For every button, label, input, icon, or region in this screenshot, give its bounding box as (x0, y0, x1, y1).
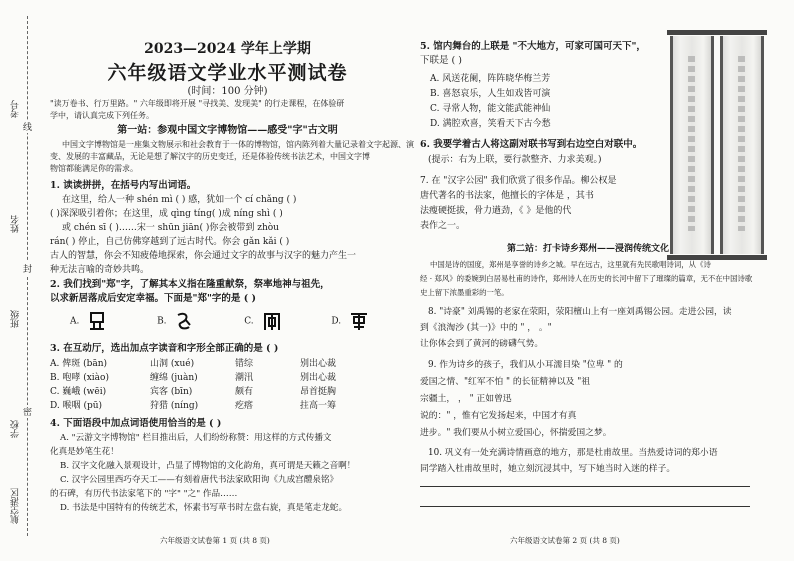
q1-line-3[interactable]: 或 chén sī ( )……宋一 shūn jiān( )你会被带到 zhòu (62, 223, 279, 233)
binding-margin (0, 0, 36, 561)
q9-blank-3[interactable]: 宗疆土， ， " 正如曾迅 (420, 394, 512, 404)
exam-title: 六年级语文学业水平测试卷 (107, 62, 348, 84)
label-banji: 班级 (11, 310, 21, 328)
question-4: 4. 下面语段中加点词语使用恰当的是 ( ) (50, 418, 222, 429)
q2-option-a[interactable]: A. (70, 310, 108, 332)
q7-blank-font[interactable]: 唐代著名的书法家，他擅长的字体是 ，其书 (420, 191, 594, 201)
footer-page-2: 六年级语文试卷第 2 页 (共 8 页) (510, 536, 620, 545)
binding-line (27, 16, 28, 536)
q10-answer-line-1[interactable] (420, 486, 750, 487)
mark-xian: 线 (23, 120, 32, 133)
question-8: 8. "诗豪" 刘禹锡的老家在荥阳，荥阳檀山上有一座刘禹锡公园。走进公园，读 到《浪淘沙 (其一)》中的 " ， 。" 让你体会到了黄河的磅礴气势。 (420, 304, 756, 352)
q1-line-4[interactable]: rán( ) 停止，自己仿佛穿越到了远古时代。你会 gǎn kǎi ( ) (50, 237, 290, 247)
section-2-paragraph: 中国是诗的国度，郑州是享誉的诗乡之城。早在远古，这里就有先民歌唱诗词，从《诗 经 · 郑风》的委婉到白居易杜甫的诗作，郑州诗人在历史的长河中留下了璀璨的篇章，无不在中国诗歌 史上留下浓墨重彩的一笔。 (420, 260, 753, 297)
q3-option-b[interactable]: B. 咆哮 (xiào) 缠绵 (juàn) 潮汛 别出心裁 (50, 373, 337, 383)
exam-time: (时间：100 分钟) (187, 86, 268, 97)
q2-option-d[interactable]: D. (331, 310, 370, 332)
section-1-title: 第一站：参观中国文字博物馆——感受"字"古文明 (117, 125, 338, 136)
q3-option-d[interactable]: D. 喉咽 (pū) 狩猎 (níng) 疙瘩 拄高一筹 (50, 401, 337, 411)
question-9: 9. 作为诗乡的孩子，我们从小耳濡目染 "位卑 " 的 爱国之情、"红军不怕 " 的长征精神以及 "祖 宗疆土， ， " 正如曾迅 说的：" ，惟有它发扬起来，中国才有真 进步。" 我们要从小树立爱国心，怀揣爱国之梦。 (420, 357, 756, 442)
question-2-options (70, 310, 370, 332)
question-5: 5. 馆内舞台的上联是 "不大地方，可家可国可天下"， 下联是 ( ) (420, 41, 646, 66)
seal-glyph-a-icon (86, 310, 108, 332)
q4-option-b[interactable]: B. 汉字文化融入景观设计，凸显了博物馆的文化韵角，真可谓是天籁之音啊！ (60, 461, 356, 471)
q1-line-1[interactable]: 在这里，给人一种 shén mì ( ) 感，犹如一个 cí chǎng ( ) (62, 195, 297, 205)
question-6-hint: (提示：右为上联，要行款整齐、力求美观。) (428, 155, 602, 165)
section-1-paragraph: 中国文字博物馆是一座集文物展示和社会教育于一体的博物馆，馆内陈列着大量记录着文字起源、演 变、发展的丰富藏品，无论是想了解汉字的历史变迁，还是体验传统书法艺术，中国文字博 物馆都能满足你的需求。 (50, 140, 414, 173)
seal-glyph-c-icon (261, 310, 283, 332)
question-3-options (50, 357, 405, 413)
section-2-title: 第二站：打卡诗乡郑州——浸润传统文化 (506, 244, 669, 254)
q5-option-d[interactable]: D. 满腔欢喜，笑看天下古今愁 (430, 119, 551, 129)
q10-answer-line-2[interactable] (420, 506, 750, 507)
question-6: 6. 我要学着古人将这副对联书写到右边空白对联中。 (420, 139, 643, 150)
q4-option-a[interactable]: A. "云游文字博物馆" 栏目推出后，人们纷纷称赞：用这样的方式传播文 (60, 433, 332, 443)
mark-feng: 封 (23, 262, 32, 275)
q3-option-c[interactable]: C. 巍峨 (wēi) 宾客 (bīn) 颇有 昂首挺胸 (50, 387, 337, 397)
question-1: 1. 读读拼拼，在括号内写出词语。 (50, 180, 197, 191)
mark-mi: 密 (23, 405, 32, 418)
intro-text: "读万卷书、行万里路。" 六年级即将开展 "寻找美、发现美" 的行走课程，在体验研 学中，请认真完成下列任务。 (50, 99, 345, 120)
q9-blank-1[interactable]: 9. 作为诗乡的孩子，我们从小耳濡目染 "位卑 " 的 (428, 360, 623, 370)
q3-option-a[interactable]: A. 俾斑 (bān) 山洞 (xué) 错综 别出心裁 (50, 359, 337, 369)
question-1-body (50, 193, 405, 277)
q2-option-b[interactable]: B. (157, 310, 195, 332)
exam-year: 2023—2024 学年上学期 (144, 41, 311, 57)
q2-option-c[interactable]: C. (244, 310, 282, 332)
question-7: 7. 在 "汉字公园" 我们欣赏了很多作品。柳公权是 唐代著名的书法家，他擅长的字体是 ，其书 法瘦硬挺拔，骨力遒劲，《 》是他的代 表作之一。 (420, 174, 660, 234)
label-xuexiao: 学校 (11, 420, 21, 438)
couplet-scroll-left[interactable] (670, 36, 714, 254)
q5-option-b[interactable]: B. 喜怒哀乐，人生如戏皆可演 (430, 89, 551, 99)
q1-line-6: 种无法言喻的奇妙共鸣。 (50, 265, 150, 275)
q5-option-c[interactable]: C. 寻常人物，能文能武能神仙 (430, 104, 551, 114)
scroll-texture-left (688, 56, 695, 231)
question-3: 3. 在互动厅，选出加点字读音和字形全部正确的是 ( ) (50, 343, 279, 354)
q9-blank-2[interactable]: 爱国之情、"红军不怕 " 的长征精神以及 "祖 (420, 377, 591, 387)
question-5-options (430, 72, 660, 132)
seal-glyph-b-icon (173, 310, 195, 332)
question-10: 10. 巩义有一处充满诗情画意的地方，那是杜甫故里。当热爱诗词的郑小语 同学踏入杜甫故里时，她立刻沉浸其中，写下她当时入迷的样子。 (420, 448, 718, 474)
q1-line-2[interactable]: ( )深深吸引着你；在这里，成 qìng tíng( )成 níng shì ( ) (50, 209, 283, 219)
q8-blank[interactable]: 到《浪淘沙 (其一)》中的 " ， 。" (420, 323, 552, 333)
q5-option-a[interactable]: A. 风送花阑，阵阵晓华梅兰芳 (430, 74, 551, 84)
q9-blank-4[interactable]: 说的：" ，惟有它发扬起来，中国才有真 (420, 411, 577, 421)
seal-glyph-d-icon (348, 310, 370, 332)
q4-option-c[interactable]: C. 汉字公园里西巧夺天工——有刻着唐代书法家欧阳询《九成宫醴泉铭》 (60, 475, 339, 485)
question-2: 2. 我们找到"郑"字，了解其本义指在隆重献祭，祭率地神与祖先， 以求新居落成后安定幸福。下面是"郑"字的是 ( ) (50, 279, 330, 304)
couplet-scroll-right[interactable] (720, 36, 764, 254)
scroll-texture-right (738, 56, 745, 231)
q1-line-5: 古人的智慧，你会不知疲倦地探索，你会通过文字的故事与汉字的魅力产生一 (50, 251, 357, 261)
label-xianqu: 航空港区 (11, 488, 21, 524)
question-4-options: A. "云游文字博物馆" 栏目推出后，人们纷纷称赞：用这样的方式传播文 化真是妙笔生花！ B. 汉字文化融入景观设计，凸显了博物馆的文化韵角，真可谓是天籁之音啊！ C. 汉字公园里西巧夺天工——有刻着唐代书法家欧阳询《九成宫醴泉铭》 的石碑，有历代书法家笔下的 "字" "之" 作品…… D. 书法是中国特有的传统艺术，怀素书写草书时左盘右旋，真是笔走龙蛇。 (50, 431, 405, 515)
q4-option-d[interactable]: D. 书法是中国特有的传统艺术，怀素书写草书时左盘右旋，真是笔走龙蛇。 (60, 503, 348, 513)
label-kaohao: 考号 (11, 100, 21, 118)
label-xingming: 姓名 (11, 215, 21, 233)
q7-blank-work[interactable]: 法瘦硬挺拔，骨力遒劲，《 》是他的代 (420, 206, 572, 216)
footer-page-1: 六年级语文试卷第 1 页 (共 8 页) (160, 536, 270, 545)
